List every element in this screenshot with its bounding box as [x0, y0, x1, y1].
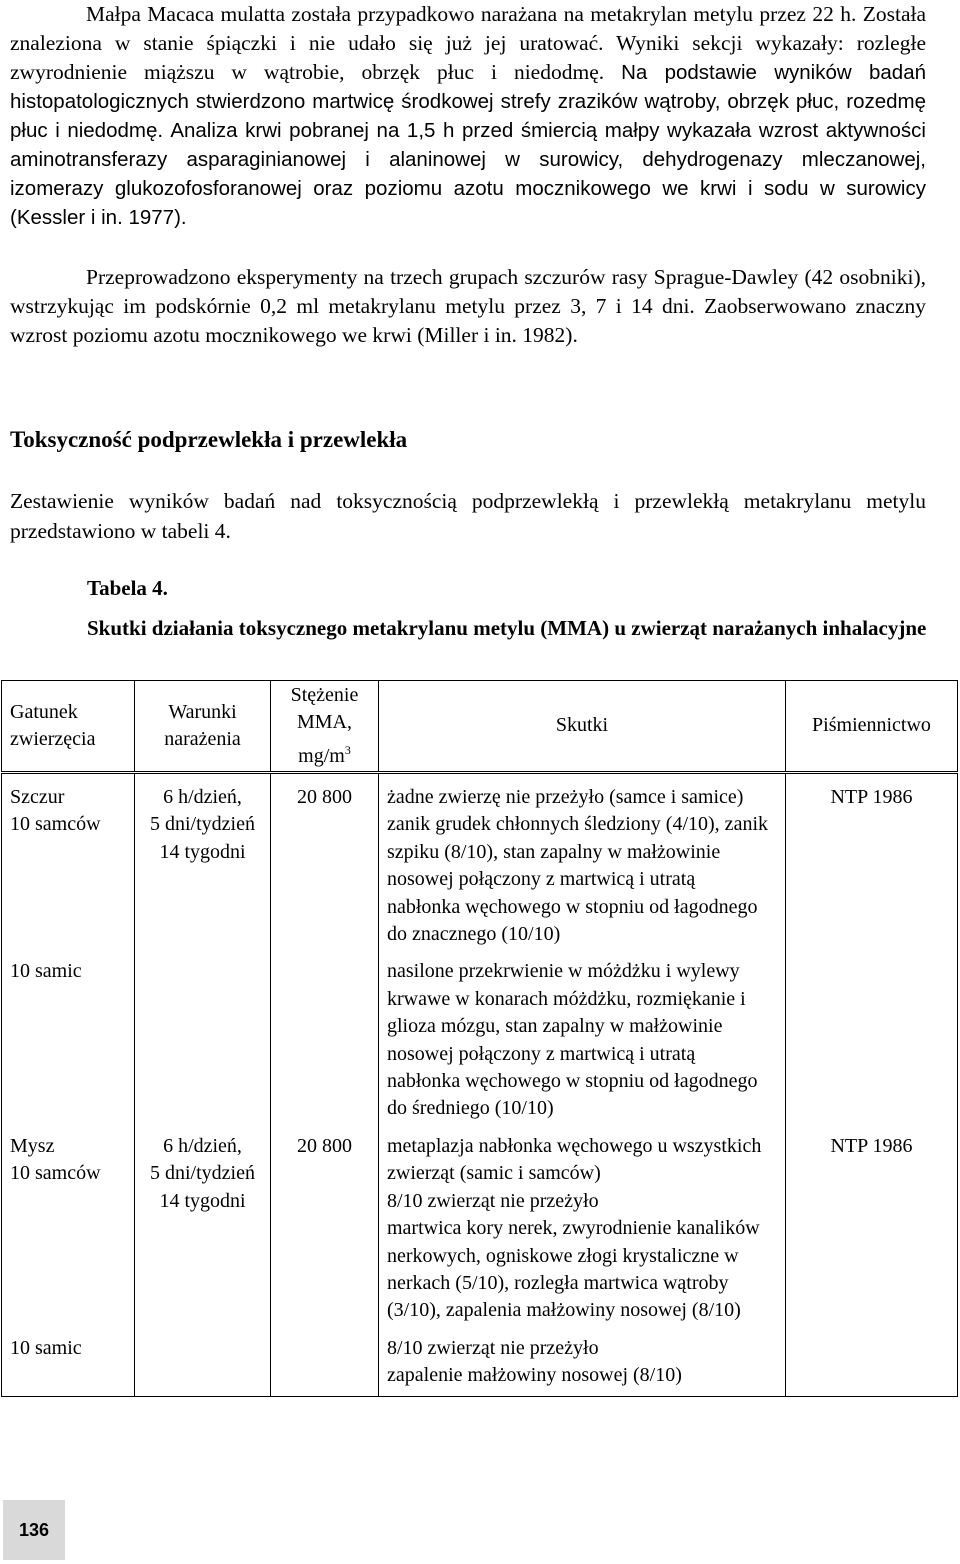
header-species: Gatunek zwierzęcia: [2, 681, 135, 773]
reference-cell: [786, 1325, 958, 1396]
paragraph2-text: Przeprowadzono eksperymenty na trzech grupach szczurów rasy Sprague-Dawley (42 osobniki), wstrzykując im podskórnie 0,2 ml metakrylanu metylu przez 3, 7 i 14 dni. Zaobserwowano znaczny wzrost poziomu azotu mocznikowego we krwi (Miller i in. 1982).: [10, 265, 926, 347]
effect-item: zapalenie małżowiny nosowej (8/10): [387, 1364, 682, 1387]
species-cell: [2, 773, 135, 949]
paragraph1-line3: Analiza krwi pobranej na 1,5 h przed śmiercią małpy wykazała wzrost aktywności aminotransferazy asparaginianowej i alaninowej w surowicy, dehydrogenazy mleczanowej, izomerazy glukozofosforanowej oraz poziomu azotu mocznikowego we krwi i sodu w surowicy (Kessler i in. 1977).: [10, 119, 926, 229]
conditions-cell: [135, 1123, 271, 1325]
table-label: Tabela 4.: [87, 576, 168, 600]
header-concentration-text: Stężenie MMA, mg/m: [290, 683, 359, 767]
table-row: [2, 1123, 958, 1325]
concentration-cell: 20 800: [271, 1123, 379, 1325]
reference-cell: NTP 1986: [830, 786, 913, 808]
concentration-cell: [271, 948, 379, 1122]
species-group: 10 samic: [10, 960, 82, 983]
header-references: Piśmiennictwo: [786, 681, 958, 773]
species-group: 10 samców: [10, 813, 101, 836]
species-group: 10 samców: [10, 1162, 101, 1185]
effects-cell: [379, 1325, 786, 1396]
effect-item: 8/10 zwierząt nie przeżyło: [387, 1189, 599, 1212]
paragraph-monkey-case: [10, 0, 926, 232]
toxicity-table: [1, 680, 958, 1397]
species-group: 10 samic: [10, 1336, 82, 1359]
effect-item: zanik grudek chłonnych śledziony (4/10), zanik szpiku (8/10), stan zapalny w małżowinie nosowej połączony z martwicą i utratą nabłonka węchowego w stopniu od łagodnego do znacznego (10/10): [387, 813, 768, 946]
conditions-weeks: 14 tygodni: [159, 1189, 246, 1212]
paragraph1-line1: Małpa Macaca mulatta została przypadkowo narażana na metakrylan metylu przez 22 h. Została znaleziona w stanie śpiączki i nie udało się już jej uratować. Wyniki sekcji wykazały: rozległe zwyrodnienie miąższu w wątrobie, obrzęk płuc i niedodmę.: [10, 2, 926, 84]
header-effects: Skutki: [379, 681, 786, 773]
table-caption: Skutki działania toksycznego metakrylanu metylu (MMA) u zwierząt narażanych inhalacyjne: [87, 616, 927, 640]
reference-cell: [786, 948, 958, 1122]
conditions-cell: [135, 1325, 271, 1396]
conditions-hours: 6 h/dzień,: [163, 1134, 242, 1157]
header-concentration: [271, 681, 379, 773]
conditions-hours: 6 h/dzień,: [163, 786, 242, 808]
effect-item: martwica kory nerek, zwyrodnienie kanalików nerkowych, ogniskowe złogi krystaliczne w nerkach (5/10), rozległa martwica wątroby (3/10), zapalenia małżowiny nosowej (8/10): [387, 1217, 760, 1322]
species-cell: [2, 1325, 135, 1396]
species-cell: [2, 1123, 135, 1325]
table-row: [2, 1325, 958, 1396]
species-name: Mysz: [10, 1134, 55, 1157]
paragraph-rat-experiments: [10, 263, 926, 350]
header-concentration-superscript: 3: [344, 742, 351, 757]
reference-cell: NTP 1986: [830, 1134, 913, 1157]
paragraph-summary: Zestawienie wyników badań nad toksycznością podprzewlekłą i przewlekłą metakrylanu metylu przedstawiono w tabeli 4.: [10, 489, 926, 543]
effect-item: 8/10 zwierząt nie przeżyło: [387, 1336, 599, 1359]
conditions-days: 5 dni/tydzień: [150, 1162, 255, 1185]
effects-cell: [379, 948, 786, 1122]
conditions-days: 5 dni/tydzień: [150, 813, 255, 836]
conditions-cell: [135, 773, 271, 949]
species-cell: [2, 948, 135, 1122]
table-row: [2, 773, 958, 949]
effects-cell: [379, 773, 786, 949]
concentration-cell: 20 800: [271, 773, 379, 949]
effect-item: żadne zwierzę nie przeżyło (samce i samice): [387, 786, 744, 808]
table-row: [2, 948, 958, 1122]
paragraph1-line2: Na podstawie wyników badań histopatologicznych stwierdzono martwicę środkowej strefy zrazików wątroby, obrzęk płuc, rozedmę płuc i niedodmę.: [10, 61, 926, 142]
effect-item: metaplazja nabłonka węchowego u wszystkich zwierząt (samic i samców): [387, 1134, 762, 1185]
section-heading: Toksyczność podprzewlekła i przewlekła: [10, 427, 408, 452]
concentration-cell: [271, 1325, 379, 1396]
header-conditions: Warunki narażenia: [135, 681, 271, 773]
effects-cell: [379, 1123, 786, 1325]
species-name: Szczur: [10, 786, 65, 808]
page-number: 136: [3, 1500, 65, 1560]
effect-item: nasilone przekrwienie w móżdżku i wylewy krwawe w konarach móżdżku, rozmiękanie i glioza mózgu, stan zapalny w małżowinie nosowej połączony z martwicą i utratą nabłonka węchowego w stopniu od łagodnego do średniego (10/10): [387, 960, 758, 1120]
conditions-weeks: 14 tygodni: [159, 840, 246, 863]
table-header-row: [2, 681, 958, 773]
conditions-cell: [135, 948, 271, 1122]
